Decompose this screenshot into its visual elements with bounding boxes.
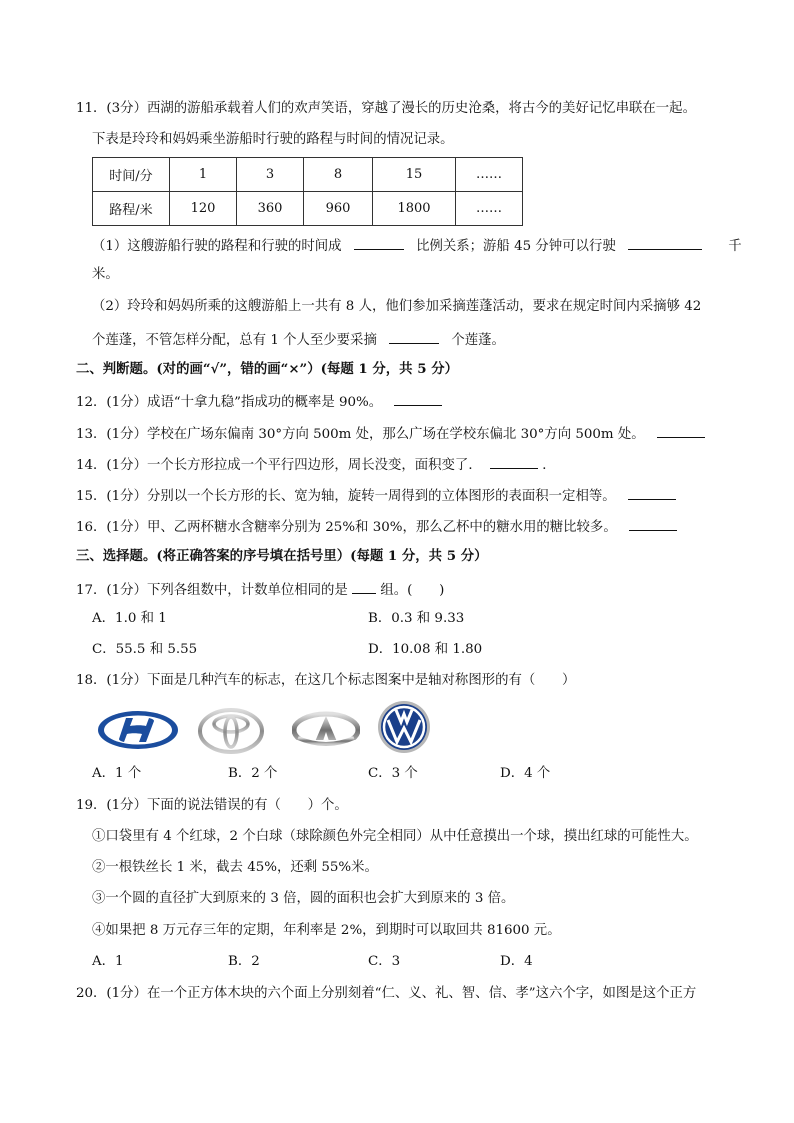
q11-intro: 下表是玲玲和妈妈乘坐游船时行驶的路程与时间的情况记录。 xyxy=(92,132,454,147)
q17-option-b[interactable]: B．0.3 和 9.33 xyxy=(368,611,465,626)
q15-text: 15．(1分）分别以一个长方形的长、宽为轴，旋转一周得到的立体图形的表面积一定相等。 xyxy=(76,489,616,504)
q12-text: 12．(1分）成语“十拿九稳”指成功的概率是 90%。 xyxy=(76,395,383,410)
infiniti-logo xyxy=(292,710,360,750)
q19-stem: 19．(1分）下面的说法错误的有（ ）个。 xyxy=(76,798,348,813)
q12 xyxy=(76,391,442,412)
q17-stem xyxy=(76,579,444,600)
q19-option-a[interactable]: A．1 xyxy=(92,954,124,969)
q17-text-a: 17．(1分）下列各组数中，计数单位相同的是 xyxy=(76,583,348,598)
q11-stem: 11．(3分）西湖的游船承载着人们的欢声笑语，穿越了漫长的历史沧桑，将古今的美好记忆串联在一起。 xyxy=(76,101,696,116)
answer-blank[interactable] xyxy=(628,485,676,500)
table-cell: …… xyxy=(456,158,523,192)
table-cell: 1 xyxy=(170,158,237,192)
q19-statement-1: ①口袋里有 4 个红球，2 个白球（球除颜色外完全相同）从中任意摸出一个球，摸出红球的可能性大。 xyxy=(92,829,698,844)
q18-stem: 18．(1分）下面是几种汽车的标志，在这几个标志图案中是轴对称图形的有（ ） xyxy=(76,673,576,688)
table-row xyxy=(93,158,523,192)
table-cell: 3 xyxy=(237,158,304,192)
q11-sub2-cont xyxy=(92,329,505,350)
q16-text: 16．(1分）甲、乙两杯糖水含糖率分别为 25%和 30%，那么乙杯中的糖水用的糖比较多。 xyxy=(76,520,617,535)
q11-sub2: （2）玲玲和妈妈所乘的这艘游船上一共有 8 人，他们参加采摘莲蓬活动，要求在规定时间内采摘够 42 xyxy=(92,299,702,314)
table-cell: 1800 xyxy=(373,192,456,226)
table-cell: 15 xyxy=(373,158,456,192)
q11-sub2-text-b: 个莲蓬，不管怎样分配，总有 1 个人至少要采摘 xyxy=(92,333,377,348)
table-cell: …… xyxy=(456,192,523,226)
q11-sub1 xyxy=(92,235,742,256)
q11-sub1-text-c: 千 xyxy=(728,239,742,254)
q19-statement-4: ④如果把 8 万元存三年的定期，年利率是 2%，到期时可以取回共 81600 元。 xyxy=(92,923,561,938)
q11-sub1-text-b: 比例关系；游船 45 分钟可以行驶 xyxy=(416,239,616,254)
q18-option-a[interactable]: A．1 个 xyxy=(92,766,142,781)
q19-option-b[interactable]: B．2 xyxy=(228,954,260,969)
q13-text: 13．(1分）学校在广场东偏南 30°方向 500m 处，那么广场在学校东偏北 30°方向 500m 处。 xyxy=(76,427,645,442)
table-cell: 8 xyxy=(304,158,373,192)
answer-blank[interactable] xyxy=(394,391,442,406)
q17-text-b: 组。( ) xyxy=(380,583,445,598)
answer-blank[interactable] xyxy=(352,579,376,594)
table-row xyxy=(93,192,523,226)
answer-blank[interactable] xyxy=(490,454,538,469)
q18-option-d[interactable]: D．4 个 xyxy=(500,766,551,781)
q11-sub2-text-c: 个莲蓬。 xyxy=(451,333,505,348)
hyundai-logo xyxy=(96,708,180,752)
section-heading-judgement: 二、判断题。(对的画“√”，错的画“×”）(每题 1 分，共 5 分） xyxy=(76,361,458,377)
table-cell: 120 xyxy=(170,192,237,226)
q11-sub1-cont: 米。 xyxy=(92,267,119,282)
q18-option-c[interactable]: C．3 个 xyxy=(368,766,418,781)
q13 xyxy=(76,423,705,444)
q14-text: 14．(1分）一个长方形拉成一个平行四边形，周长没变，面积变了． xyxy=(76,458,482,473)
table-cell: 路程/米 xyxy=(93,192,170,226)
q19-statement-3: ③一个圆的直径扩大到原来的 3 倍，圆的面积也会扩大到原来的 3 倍。 xyxy=(92,891,515,906)
q15 xyxy=(76,485,676,506)
answer-blank[interactable] xyxy=(354,235,404,250)
q16 xyxy=(76,516,677,537)
section-heading-choice: 三、选择题。(将正确答案的序号填在括号里）(每题 1 分，共 5 分） xyxy=(76,548,488,564)
answer-blank[interactable] xyxy=(657,423,705,438)
q20-stem: 20．(1分）在一个正方体木块的六个面上分别刻着“仁、义、礼、智、信、孝”这六个字，如图是这个正方 xyxy=(76,986,697,1001)
q18-option-b[interactable]: B．2 个 xyxy=(228,766,278,781)
q11-sub1-text-a: （1）这艘游船行驶的路程和行驶的时间成 xyxy=(92,239,342,254)
volkswagen-logo xyxy=(377,700,431,754)
table-cell: 960 xyxy=(304,192,373,226)
q19-statement-2: ②一根铁丝长 1 米，截去 45%，还剩 55%米。 xyxy=(92,860,378,875)
q17-option-d[interactable]: D．10.08 和 1.80 xyxy=(368,642,483,657)
q14 xyxy=(76,454,556,475)
q11-table xyxy=(92,157,523,226)
table-cell: 360 xyxy=(237,192,304,226)
table-cell: 时间/分 xyxy=(93,158,170,192)
q19-option-d[interactable]: D．4 xyxy=(500,954,533,969)
q19-option-c[interactable]: C．3 xyxy=(368,954,401,969)
q17-option-c[interactable]: C．55.5 和 5.55 xyxy=(92,642,198,657)
answer-blank[interactable] xyxy=(628,235,702,250)
toyota-logo xyxy=(198,708,264,754)
q14-period: ． xyxy=(542,458,556,473)
q17-option-a[interactable]: A．1.0 和 1 xyxy=(92,611,167,626)
answer-blank[interactable] xyxy=(389,329,439,344)
answer-blank[interactable] xyxy=(629,516,677,531)
